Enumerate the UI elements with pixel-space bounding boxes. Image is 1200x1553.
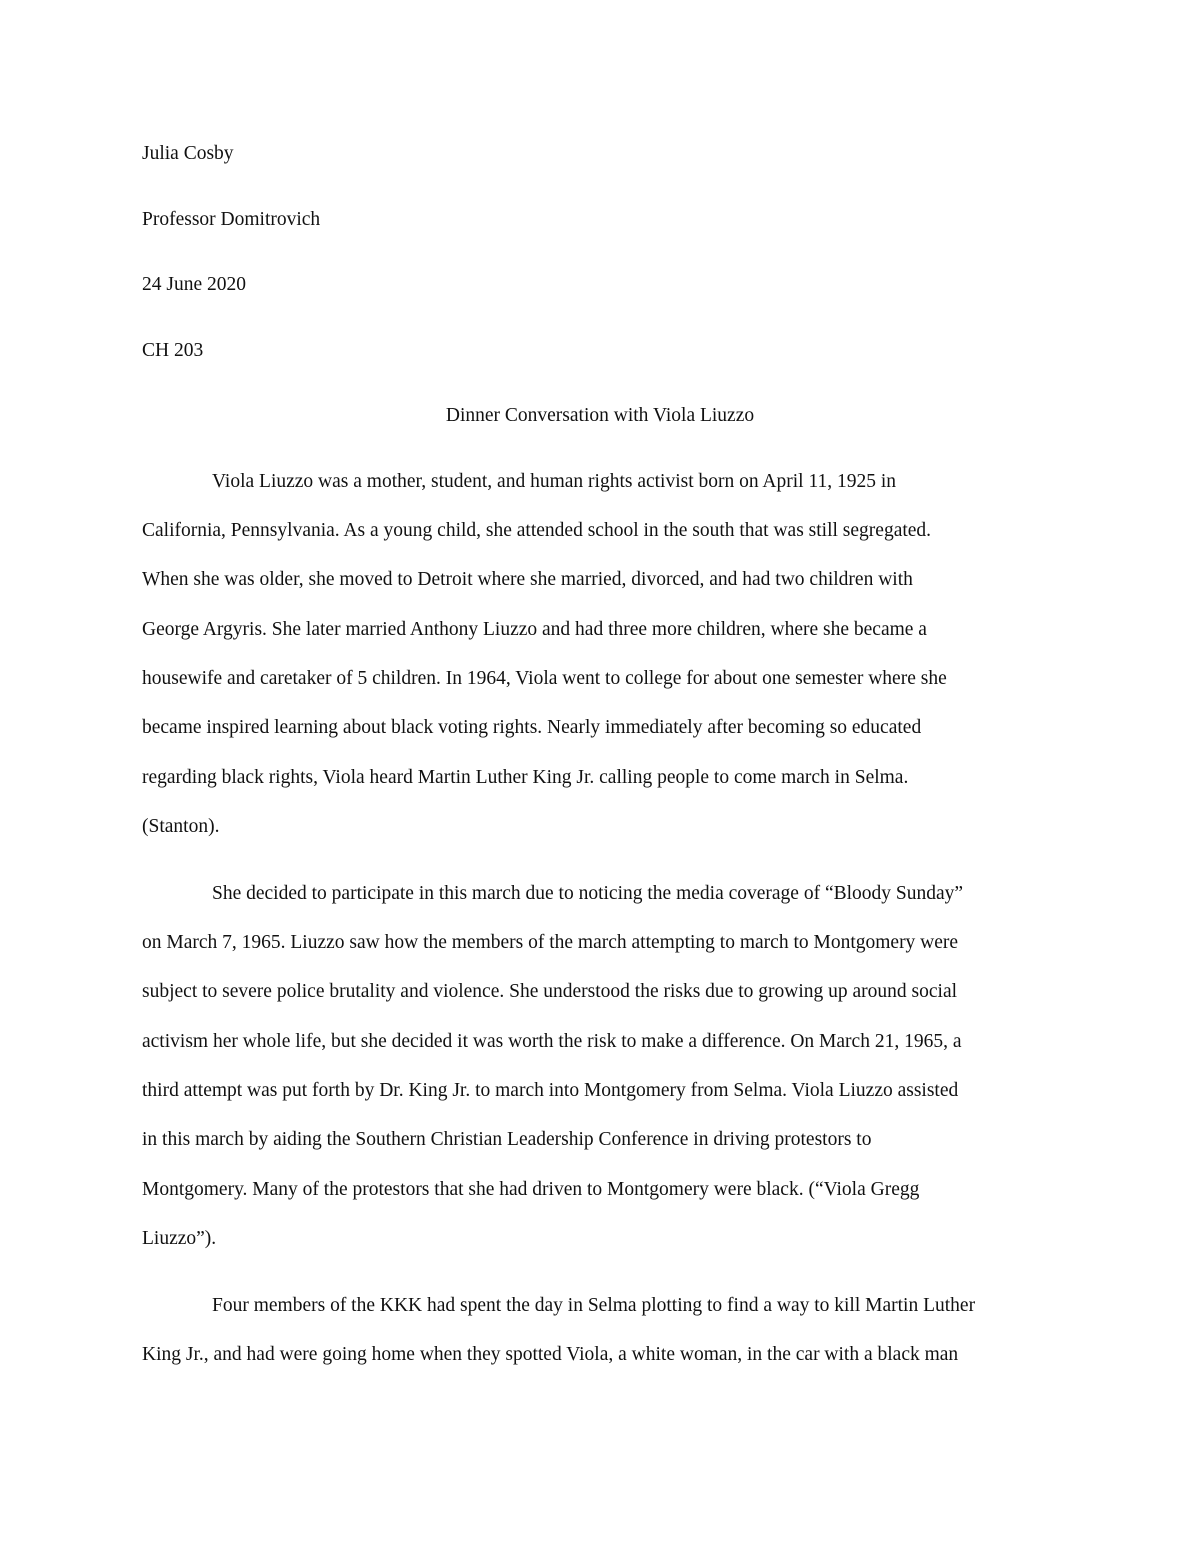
assignment-date: 24 June 2020 xyxy=(142,274,246,295)
paragraph-line: George Argyris. She later married Anthony Liuzzo and had three more children, where she became a xyxy=(142,619,927,640)
paragraph-line: regarding black rights, Viola heard Martin Luther King Jr. calling people to come march in Selma. xyxy=(142,767,909,788)
paragraph-line: became inspired learning about black voting rights. Nearly immediately after becoming so educated xyxy=(142,717,922,738)
author-name: Julia Cosby xyxy=(142,143,234,164)
paragraph-line: Montgomery. Many of the protestors that she had driven to Montgomery were black. (“Viola Gregg xyxy=(142,1179,920,1200)
paragraph-line: in this march by aiding the Southern Christian Leadership Conference in driving protestors to xyxy=(142,1129,872,1150)
paragraph-line: subject to severe police brutality and violence. She understood the risks due to growing up around social xyxy=(142,981,958,1002)
essay-title: Dinner Conversation with Viola Liuzzo xyxy=(445,405,755,426)
paragraph-line: Liuzzo”). xyxy=(142,1228,217,1249)
paragraph-line: California, Pennsylvania. As a young child, she attended school in the south that was still segregated. xyxy=(142,520,932,541)
paragraph-line: King Jr., and had were going home when they spotted Viola, a white woman, in the car with a black man xyxy=(142,1344,959,1365)
course-code: CH 203 xyxy=(142,340,204,361)
paragraph-line: When she was older, she moved to Detroit where she married, divorced, and had two children with xyxy=(142,569,913,590)
paragraph-line: housewife and caretaker of 5 children. In 1964, Viola went to college for about one semester where she xyxy=(142,668,947,689)
paragraph-line: on March 7, 1965. Liuzzo saw how the members of the march attempting to march to Montgomery were xyxy=(142,932,959,953)
paragraph-line: She decided to participate in this march due to noticing the media coverage of “Bloody Sunday” xyxy=(212,883,964,904)
paragraph-line: Four members of the KKK had spent the day in Selma plotting to find a way to kill Martin Luther xyxy=(212,1295,976,1316)
paragraph-line: (Stanton). xyxy=(142,816,220,837)
paragraph-line: activism her whole life, but she decided it was worth the risk to make a difference. On March 21, 1965, a xyxy=(142,1031,962,1052)
paragraph-line: Viola Liuzzo was a mother, student, and human rights activist born on April 11, 1925 in xyxy=(212,471,897,492)
paragraph-line: third attempt was put forth by Dr. King Jr. to march into Montgomery from Selma. Viola Liuzzo assisted xyxy=(142,1080,959,1101)
professor-name: Professor Domitrovich xyxy=(142,209,321,230)
